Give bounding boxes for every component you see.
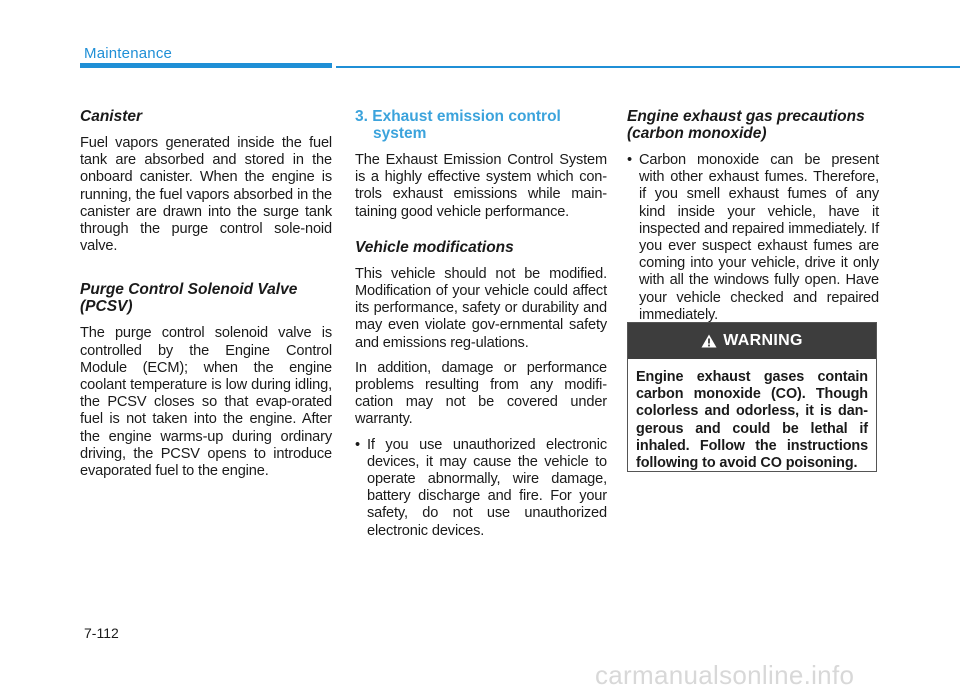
canister-heading: Canister	[80, 108, 143, 125]
warning-box	[627, 322, 877, 472]
pcsv-heading	[80, 281, 332, 315]
exhaust-section-heading-line2: system	[373, 125, 427, 142]
page-number: 7-112	[84, 625, 119, 641]
modifications-bullet: • If you use unauthorized electronic devices, it may cause the vehicle to operate abnormally, wire damage, battery discharge and fire. For your safety, do not use unauthorized electronic devices.	[355, 437, 607, 540]
column-middle	[355, 108, 607, 548]
pcsv-heading-line1: Purge Control Solenoid Valve	[80, 281, 298, 299]
header-rule-thin	[336, 66, 960, 68]
section-header-label: Maintenance	[84, 45, 173, 62]
pcsv-paragraph: The purge control solenoid valve is controlled by the Engine Control Module (ECM); when the engine coolant temperature is low during idling, the PCSV closes so that evap-orated fuel is not taken into the engine. After the engine warms-up during ordinary driving, the PCSV opens to introduce evaporated fuel to the engine.	[80, 325, 332, 480]
warning-label: WARNING	[723, 332, 803, 349]
precautions-bullet: • Carbon monoxide can be present with other exhaust fumes. Therefore, if you smell exhaust fumes of any kind inside your vehicle, have it inspected and repaired immediately. If you ever suspect exhaust fumes are coming into your vehicle, drive it only with all the windows fully open. Have your vehicle checked and repaired immediately.	[627, 152, 879, 324]
precautions-heading	[627, 108, 879, 142]
canister-paragraph: Fuel vapors generated inside the fuel tank are absorbed and stored in the onboard canister. When the engine is running, the fuel vapors absorbed in the canister are drawn into the surge tank through the purge control sole-noid valve.	[80, 135, 332, 255]
column-left	[80, 108, 332, 488]
warning-text: Engine exhaust gases contain carbon monoxide (CO). Though colorless and odorless, it is dan-gerous and could be lethal if inhaled. Follow the instructions following to avoid CO poisoning.	[636, 369, 868, 472]
exhaust-intro-paragraph: The Exhaust Emission Control System is a highly effective system which con-trols exhaust emissions while main-taining good vehicle performance.	[355, 152, 607, 220]
header-rule-thick	[80, 63, 332, 68]
column-right	[627, 108, 879, 332]
exhaust-section-heading-line1: 3. Exhaust emission control	[355, 108, 561, 125]
modifications-heading: Vehicle modifications	[355, 238, 514, 256]
modifications-paragraph-1: This vehicle should not be modified. Modification of your vehicle could affect its performance, safety or durability and may even violate gov-ernmental safety and emissions reg-ulations.	[355, 265, 607, 351]
warning-header	[628, 323, 876, 359]
precautions-heading-line1: Engine exhaust gas precautions	[627, 108, 865, 125]
pcsv-heading-line2: (PCSV)	[80, 298, 133, 316]
warning-triangle-icon	[701, 334, 717, 348]
exhaust-section-heading	[355, 108, 607, 142]
watermark-text: carmanualsonline.info	[595, 660, 855, 690]
modifications-paragraph-2: In addition, damage or performance problems resulting from any modifi-cation may not be covered under warranty.	[355, 359, 607, 428]
precautions-heading-line2: (carbon monoxide)	[627, 125, 767, 142]
